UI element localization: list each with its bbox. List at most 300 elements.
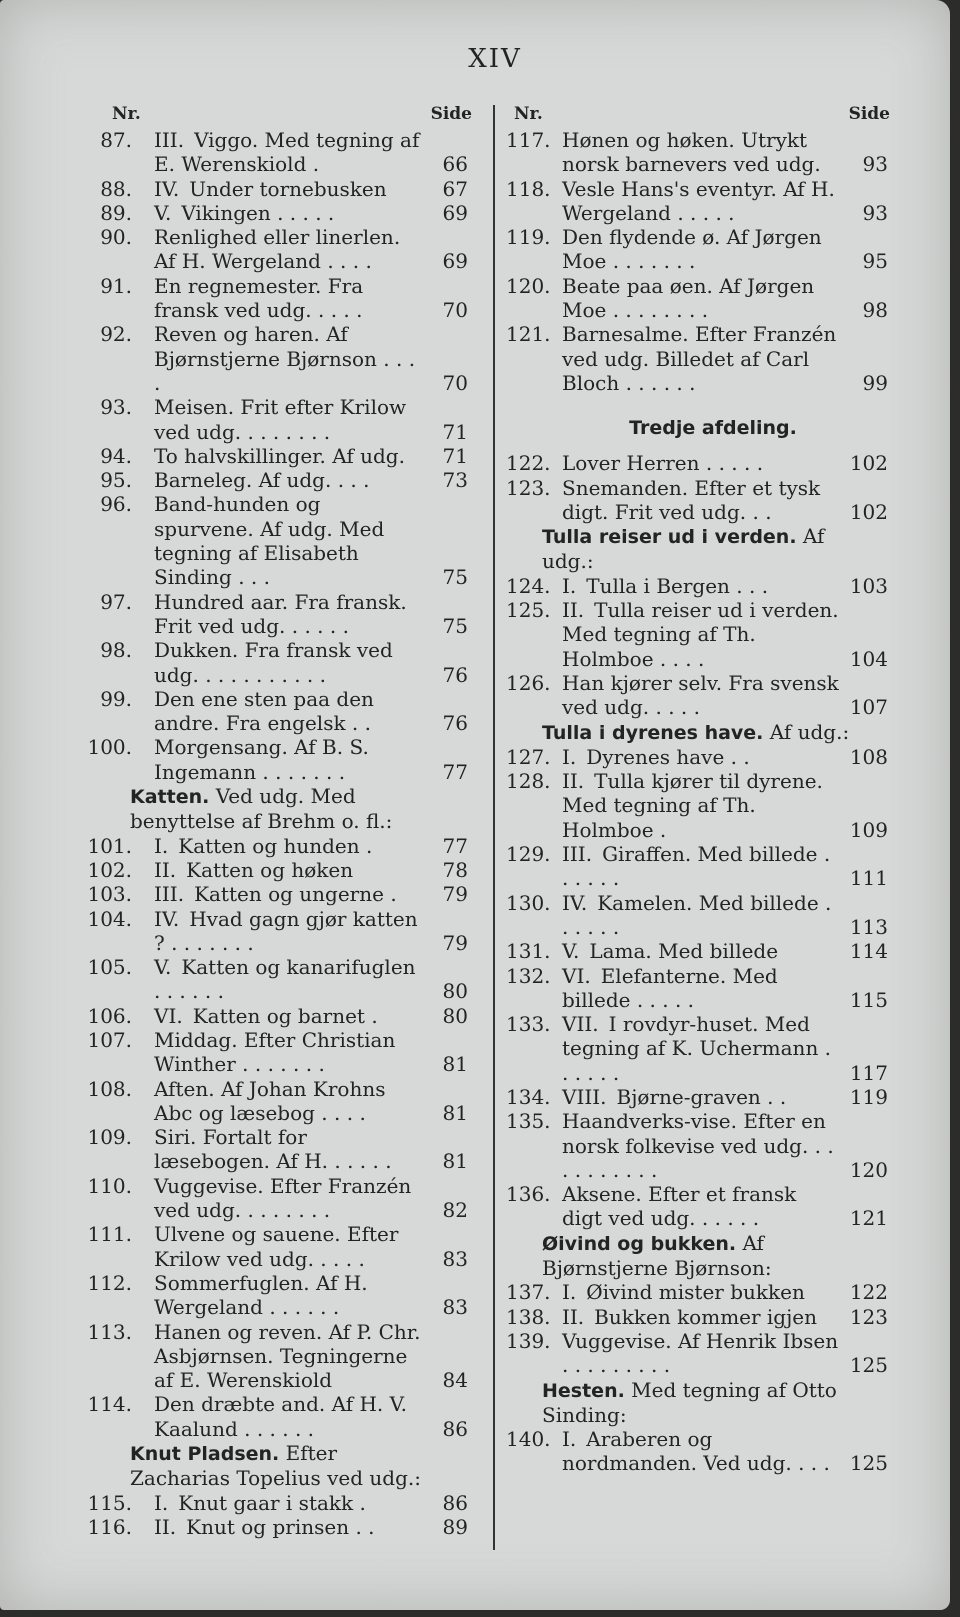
toc-entry (64, 1125, 472, 1174)
entry-page: 71 (442, 443, 468, 468)
entry-page: 70 (442, 370, 468, 395)
entry-number: 104. (87, 906, 132, 931)
toc-entry (64, 1491, 472, 1515)
toc-entry (64, 1320, 472, 1393)
entry-number: 120. (506, 273, 551, 298)
entry-number: 129. (506, 842, 551, 867)
toc-entry (64, 1004, 472, 1028)
entry-text (562, 1085, 890, 1109)
entry-page: 79 (442, 930, 468, 955)
entry-title: Middag. Efter Christian Winther . . . . . . . (154, 1027, 396, 1077)
entry-text (154, 1222, 472, 1271)
entry-roman: II. (562, 598, 585, 623)
entry-page: 103 (849, 573, 888, 598)
entry-title: Lama. Med billede (589, 939, 779, 964)
entry-text (562, 476, 890, 525)
entry-page: 80 (442, 1003, 468, 1028)
section-title: Hesten. (542, 1379, 625, 1402)
toc-entry (506, 964, 890, 1013)
entry-page: 79 (442, 882, 468, 907)
entry-roman: VII. (562, 1012, 599, 1037)
entry-title: Barnesalme. Efter Franzén ved udg. Billedet af Carl Bloch . . . . . . (562, 322, 837, 395)
entry-number: 95. (100, 468, 132, 493)
entry-roman: VI. (562, 963, 591, 988)
section-title: Tulla i dyrenes have. (542, 721, 764, 744)
entry-number: 101. (87, 833, 132, 858)
entry-number: 113. (87, 1319, 132, 1344)
entry-title: Elefanterne. Med billede . . . . . (562, 963, 778, 1012)
section-subtitle: Med tegning af Otto Sinding: (542, 1377, 837, 1427)
entry-text (562, 671, 890, 720)
toc-entries (506, 128, 890, 1476)
entry-number: 90. (100, 225, 132, 250)
entry-number: 127. (506, 744, 551, 769)
entry-title: Meisen. Frit efter Krilow ved udg. . . . . . . . (154, 395, 407, 444)
entry-text (154, 882, 472, 906)
toc-entry (506, 891, 890, 940)
entry-text (562, 1012, 890, 1085)
right-column (506, 104, 890, 1476)
entry-text (154, 907, 472, 956)
section-subtitle: Ved udg. Med benyttelse af Brehm o. fl.: (130, 784, 393, 834)
nr-header: Nr. (514, 104, 543, 124)
entry-roman: II. (154, 857, 177, 882)
entry-text (562, 769, 890, 842)
entry-text (562, 274, 890, 323)
entry-text (154, 492, 472, 589)
entry-title: Katten og barnet . (192, 1003, 378, 1028)
entry-title: Katten og kanarifuglen . . . . . . (154, 955, 416, 1004)
entry-text (562, 225, 890, 274)
entry-number: 117. (506, 128, 551, 152)
entry-page: 117 (849, 1060, 888, 1085)
section-heading (542, 524, 890, 574)
entry-title: Barneleg. Af udg. . . . (154, 468, 370, 493)
toc-entry (506, 1427, 890, 1476)
toc-entry (506, 769, 890, 842)
entry-roman: V. (154, 200, 172, 225)
toc-entry (64, 395, 472, 444)
toc-entry (64, 225, 472, 274)
entry-page: 113 (849, 914, 888, 939)
entry-page: 111 (849, 866, 888, 891)
entry-text (154, 177, 472, 201)
entry-text (562, 1280, 890, 1304)
entry-text (154, 1174, 472, 1223)
section-heading (130, 784, 472, 834)
entry-page: 81 (442, 1052, 468, 1077)
entry-number: 123. (506, 475, 551, 500)
entry-number: 106. (87, 1003, 132, 1028)
entry-title: Band-hunden og spurvene. Af udg. Med tegning af Elisabeth Sinding . . . (154, 492, 385, 590)
entry-text (562, 891, 890, 940)
entry-title: Renlighed eller linerlen. Af H. Wergeland . . . . (154, 225, 401, 274)
entry-text (154, 834, 472, 858)
entry-number: 115. (87, 1490, 132, 1515)
entry-title: Aksene. Efter et fransk digt ved udg. . . . . . (562, 1182, 797, 1231)
entry-page: 125 (849, 1353, 888, 1378)
entry-title: Lover Herren . . . . . (562, 451, 764, 476)
entry-page: 89 (442, 1514, 468, 1539)
entry-page: 73 (442, 468, 468, 493)
entry-title: Hønen og høken. Utrykt norsk barnevers ved udg. (562, 128, 821, 177)
entry-title: Han kjører selv. Fra svensk ved udg. . . . . (562, 670, 839, 720)
entry-text (562, 939, 890, 963)
entry-page: 84 (442, 1368, 468, 1393)
entry-text (562, 1109, 890, 1182)
entry-roman: VI. (154, 1003, 183, 1028)
toc-entry (506, 671, 890, 720)
entry-number: 112. (87, 1270, 132, 1295)
entry-text (154, 468, 472, 492)
entry-title: Vikingen . . . . . (181, 200, 335, 225)
section-heading (542, 1231, 890, 1281)
toc-entry (506, 451, 890, 475)
entry-text (154, 1491, 472, 1515)
entry-title: Vuggevise. Efter Franzén ved udg. . . . . . . . (154, 1173, 412, 1223)
entry-number: 91. (100, 273, 132, 298)
toc-entry (64, 687, 472, 736)
entry-number: 100. (87, 735, 132, 760)
entry-page: 76 (442, 662, 468, 687)
entry-page: 109 (849, 817, 888, 842)
entry-title: Bjørne-graven . . (616, 1084, 787, 1109)
entry-number: 109. (87, 1125, 132, 1150)
entry-roman: I. (562, 744, 577, 769)
section-title: Tulla reiser ud i verden. (542, 526, 797, 549)
entry-title: Tulla reiser ud i verden. Med tegning af Th. Holmboe . . . . (562, 598, 839, 671)
entry-number: 96. (100, 492, 132, 517)
toc-entry (64, 638, 472, 687)
entry-number: 88. (100, 176, 132, 201)
entry-number: 138. (506, 1304, 551, 1329)
entry-title: Vuggevise. Af Henrik Ibsen . . . . . . . . . (562, 1328, 839, 1378)
toc-entry (506, 476, 890, 525)
entry-roman: VIII. (562, 1084, 607, 1109)
entry-text (154, 1077, 472, 1126)
entry-title: Katten og hunden . (178, 833, 373, 858)
entry-roman: II. (562, 769, 585, 794)
entry-title: Haandverks-vise. Efter en norsk folkevise ved udg. . . . . . . . . . . (562, 1109, 834, 1182)
toc-entry (64, 955, 472, 1004)
entry-number: 128. (506, 769, 551, 794)
entry-title: Giraffen. Med billede . . . . . . (562, 842, 831, 891)
entry-number: 139. (506, 1328, 551, 1353)
entry-number: 125. (506, 598, 551, 623)
toc-entry (64, 1174, 472, 1223)
entry-roman: IV. (562, 890, 588, 915)
entry-page: 76 (442, 711, 468, 736)
entry-text (154, 444, 472, 468)
toc-entry (64, 1515, 472, 1539)
entry-title: Dukken. Fra fransk ved udg. . . . . . . . . . . (154, 638, 393, 687)
entry-number: 110. (87, 1173, 132, 1198)
entry-page: 102 (849, 451, 888, 476)
entry-page: 107 (849, 695, 888, 720)
toc-entry (506, 177, 890, 226)
entry-number: 111. (87, 1222, 132, 1247)
page-number: XIV (468, 44, 522, 74)
entry-page: 77 (442, 833, 468, 858)
entry-number: 122. (506, 451, 551, 476)
entry-page: 99 (862, 370, 888, 395)
entry-text (154, 638, 472, 687)
entry-roman: III. (562, 842, 593, 867)
entry-page: 81 (442, 1149, 468, 1174)
entry-text (562, 1329, 890, 1378)
entry-text (154, 322, 472, 395)
entry-text (562, 1182, 890, 1231)
toc-entry (506, 842, 890, 891)
entry-title: En regnemester. Fra fransk ved udg. . . . . (154, 273, 364, 323)
entry-number: 89. (100, 200, 132, 225)
entry-number: 107. (87, 1027, 132, 1052)
toc-entry (64, 444, 472, 468)
entry-page: 98 (862, 298, 888, 323)
entry-number: 108. (87, 1076, 132, 1101)
entry-title: Øivind mister bukken (586, 1280, 805, 1305)
entry-page: 122 (849, 1280, 888, 1305)
part-heading: Tredje afdeling. (629, 417, 797, 440)
entry-title: Aften. Af Johan Krohns Abc og læsebog . . . . (154, 1076, 386, 1125)
entry-title: Den dræbte and. Af H. V. Kaalund . . . . . . (154, 1392, 407, 1441)
entry-text (562, 574, 890, 598)
entry-title: Viggo. Med tegning af E. Werenskiold . (154, 128, 420, 177)
entry-page: 75 (442, 613, 468, 638)
entry-roman: III. (154, 128, 185, 152)
entry-title: Den flydende ø. Af Jørgen Moe . . . . . . . (562, 225, 822, 274)
entry-page: 120 (849, 1157, 888, 1182)
entry-number: 93. (100, 395, 132, 420)
side-header: Side (848, 104, 890, 124)
entry-text (154, 1028, 472, 1077)
entry-text (154, 735, 472, 784)
entry-text (562, 598, 890, 671)
entry-page: 123 (849, 1304, 888, 1329)
toc-entry (64, 1028, 472, 1077)
entry-number: 136. (506, 1182, 551, 1207)
entry-roman: I. (562, 1280, 577, 1305)
toc-entry (64, 882, 472, 906)
entry-page: 80 (442, 979, 468, 1004)
entry-text (562, 177, 890, 226)
entry-number: 131. (506, 939, 551, 964)
entry-page: 115 (849, 987, 888, 1012)
section-subtitle: Af Bjørnstjerne Bjørnson: (542, 1230, 772, 1281)
entry-page: 95 (862, 249, 888, 274)
entry-title: Tulla kjører til dyrene. Med tegning af Th. Holmboe . (562, 769, 823, 842)
toc-entry (506, 225, 890, 274)
toc-entry (64, 201, 472, 225)
toc-entry (506, 598, 890, 671)
entry-number: 133. (506, 1012, 551, 1037)
section-heading (542, 720, 890, 745)
toc-entry (506, 128, 890, 177)
entry-page: 82 (442, 1198, 468, 1223)
entry-text (154, 590, 472, 639)
entry-number: 94. (100, 443, 132, 468)
toc-entry (64, 468, 472, 492)
entry-page: 93 (862, 152, 888, 177)
entry-number: 135. (506, 1109, 551, 1134)
entry-page: 81 (442, 1100, 468, 1125)
section-subtitle: Efter Zacharias Topelius ved udg.: (130, 1441, 421, 1491)
entry-number: 118. (506, 176, 551, 201)
entry-page: 78 (442, 857, 468, 882)
entry-number: 137. (506, 1280, 551, 1305)
entry-page: 114 (849, 939, 888, 964)
toc-entry (64, 1222, 472, 1271)
entry-text (154, 687, 472, 736)
entry-page: 75 (442, 565, 468, 590)
toc-entry (64, 492, 472, 589)
toc-entry (64, 834, 472, 858)
entry-number: 105. (87, 955, 132, 980)
entry-page: 83 (442, 1295, 468, 1320)
entry-roman: I. (154, 1490, 169, 1515)
entry-roman: IV. (154, 906, 180, 931)
entry-number: 132. (506, 963, 551, 988)
entry-title: Hundred aar. Fra fransk. Frit ved udg. . . . . . (154, 589, 407, 638)
entry-text (562, 128, 890, 177)
entry-title: To halvskillinger. Af udg. (154, 443, 405, 468)
entry-number: 121. (506, 322, 551, 347)
toc-entry (506, 1182, 890, 1231)
entry-title: Sommerfuglen. Af H. Wergeland . . . . . . (154, 1270, 368, 1320)
entry-number: 116. (87, 1514, 132, 1539)
entry-roman: IV. (154, 176, 180, 201)
side-header: Side (430, 104, 472, 124)
entry-title: Tulla i Bergen . . . (586, 573, 769, 598)
entry-text (154, 1392, 472, 1441)
entry-text (154, 274, 472, 323)
entry-page: 93 (862, 200, 888, 225)
toc-entries (64, 128, 472, 1539)
entry-text (154, 201, 472, 225)
section-subtitle: Af udg.: (542, 524, 825, 574)
entry-text (154, 858, 472, 882)
entry-text (154, 225, 472, 274)
entry-page: 77 (442, 759, 468, 784)
entry-roman: I. (154, 833, 169, 858)
entry-number: 102. (87, 857, 132, 882)
section-title: Katten. (130, 786, 210, 809)
entry-title: Knut og prinsen . . (186, 1514, 375, 1539)
toc-entry (506, 939, 890, 963)
entry-number: 99. (100, 686, 132, 711)
column-header (64, 104, 472, 128)
entry-title: I rovdyr-huset. Med tegning af K. Uchermann . . . . . . (562, 1012, 832, 1085)
entry-number: 87. (100, 128, 132, 152)
entry-title: Vesle Hans's eventyr. Af H. Wergeland . . . . . (562, 176, 835, 225)
section-title: Knut Pladsen. (130, 1443, 280, 1466)
entry-text (154, 1320, 472, 1393)
toc-entry (506, 274, 890, 323)
toc-entry (506, 1329, 890, 1378)
entry-title: Katten og høken (186, 857, 354, 882)
entry-page: 86 (442, 1416, 468, 1441)
toc-entry (64, 1392, 472, 1441)
toc-entry (506, 1085, 890, 1109)
entry-page: 86 (442, 1490, 468, 1515)
entry-roman: I. (562, 573, 577, 598)
entry-roman: II. (154, 1514, 177, 1539)
entry-text (154, 128, 472, 177)
toc-entry (506, 574, 890, 598)
entry-title: Ulvene og sauene. Efter Krilow ved udg. . . . . (154, 1222, 399, 1271)
entry-title: Siri. Fortalt for læsebogen. Af H. . . . . . (154, 1125, 392, 1174)
entry-number: 97. (100, 589, 132, 614)
entry-text (562, 842, 890, 891)
entry-number: 114. (87, 1392, 132, 1417)
entry-number: 98. (100, 638, 132, 663)
toc-entry (506, 1109, 890, 1182)
entry-title: Dyrenes have . . (586, 744, 750, 769)
nr-header: Nr. (112, 104, 141, 124)
entry-number: 126. (506, 670, 551, 695)
entry-title: Katten og ungerne . (194, 882, 397, 907)
entry-title: Morgensang. Af B. S. Ingemann . . . . . . . (154, 735, 369, 784)
entry-title: Knut gaar i stakk . (178, 1490, 366, 1515)
entry-title: Snemanden. Efter et tysk digt. Frit ved udg. . . (562, 475, 821, 524)
entry-title: Hanen og reven. Af P. Chr. Asbjørnsen. Tegningerne af E. Werenskiold (154, 1319, 421, 1393)
entry-page: 102 (849, 499, 888, 524)
entry-text (154, 955, 472, 1004)
entry-text (562, 745, 890, 769)
toc-entry (506, 1280, 890, 1304)
section-subtitle: Af udg.: (769, 719, 850, 744)
entry-page: 125 (849, 1451, 888, 1476)
entry-title: Kamelen. Med billede . . . . . . (562, 890, 832, 939)
entry-text (562, 1305, 890, 1329)
entry-text (154, 395, 472, 444)
toc-entry (506, 1305, 890, 1329)
entry-number: 119. (506, 225, 551, 250)
entry-page: 69 (442, 200, 468, 225)
entry-page: 69 (442, 249, 468, 274)
entry-text (154, 1515, 472, 1539)
toc-entry (64, 1271, 472, 1320)
entry-text (562, 451, 890, 475)
entry-page: 83 (442, 1246, 468, 1271)
entry-page: 108 (849, 744, 888, 769)
entry-number: 140. (506, 1427, 551, 1452)
entry-page: 119 (849, 1084, 888, 1109)
entry-title: Reven og haren. Af Bjørnstjerne Bjørnson . . . . (154, 322, 416, 395)
section-heading (130, 1441, 472, 1491)
entry-number: 124. (506, 573, 551, 598)
entry-number: 92. (100, 322, 132, 347)
toc-entry (64, 274, 472, 323)
entry-roman: I. (562, 1427, 577, 1452)
toc-entry (64, 322, 472, 395)
entry-title: Bukken kommer igjen (594, 1304, 818, 1329)
toc-entry (64, 590, 472, 639)
entry-roman: II. (562, 1304, 585, 1329)
entry-text (154, 1004, 472, 1028)
entry-roman: III. (154, 882, 185, 907)
toc-entry (64, 177, 472, 201)
entry-number: 130. (506, 890, 551, 915)
entry-text (562, 322, 890, 395)
entry-text (562, 964, 890, 1013)
entry-text (154, 1271, 472, 1320)
entry-text (154, 1125, 472, 1174)
toc-entry (64, 858, 472, 882)
left-column (64, 104, 472, 1539)
toc-entry (64, 907, 472, 956)
entry-title: Den ene sten paa den andre. Fra engelsk . . (154, 686, 374, 736)
